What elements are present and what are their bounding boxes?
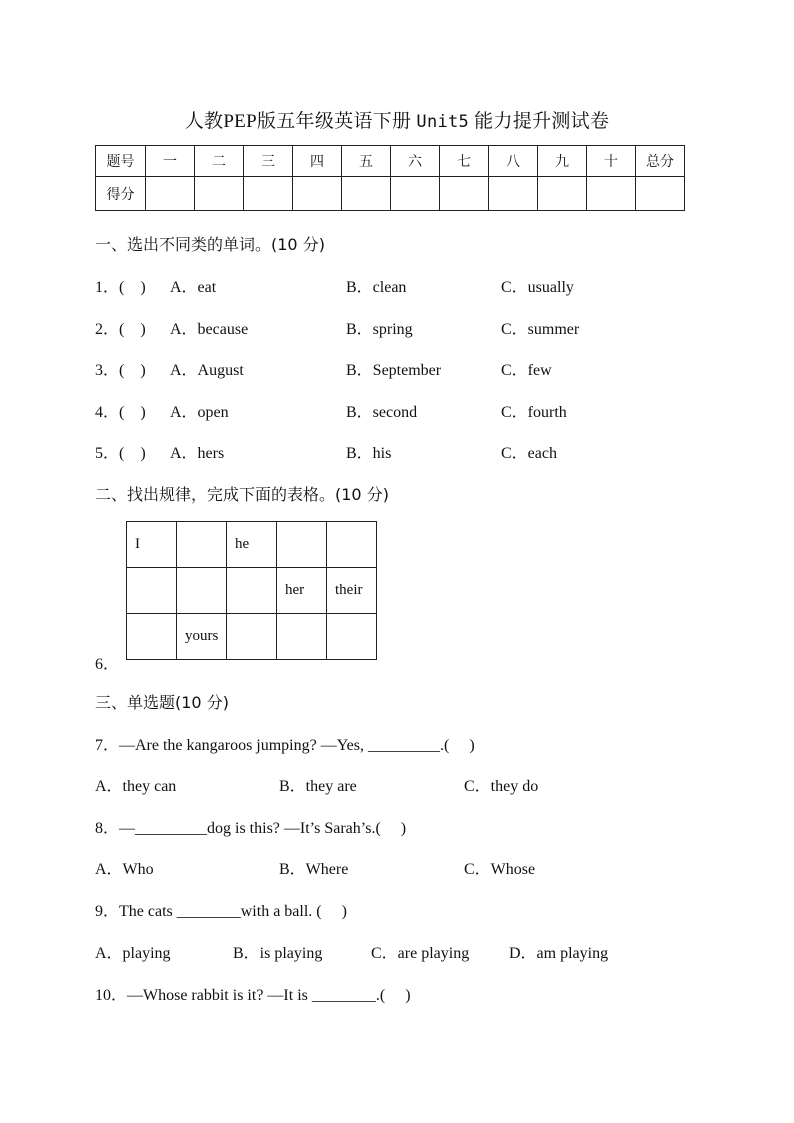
score-header-row	[96, 146, 685, 177]
q3-option-a: A．August	[170, 362, 244, 379]
grid-cell-blank[interactable]	[327, 522, 377, 568]
q4-option-c: C．fourth	[501, 404, 567, 421]
score-cell[interactable]	[293, 177, 342, 211]
q1-number: 1．( )	[95, 279, 146, 296]
pronoun-grid	[126, 521, 377, 660]
q2-option-a: A．because	[170, 321, 249, 338]
grid-cell: yours	[177, 614, 227, 660]
q7-option-b: B．they are	[279, 778, 357, 795]
score-cell[interactable]	[440, 177, 489, 211]
score-cell[interactable]	[244, 177, 293, 211]
section3-heading: 三、单选题(10 分)	[95, 693, 229, 712]
score-cell[interactable]	[195, 177, 244, 211]
score-row-label: 得分	[96, 177, 146, 211]
q8-option-b: B．Where	[279, 861, 349, 878]
grid-cell-blank[interactable]	[127, 568, 177, 614]
q1-option-a: A．eat	[170, 279, 217, 296]
q4-option-b: B．second	[346, 404, 418, 421]
grid-cell-blank[interactable]	[227, 614, 277, 660]
grid-cell-blank[interactable]	[277, 614, 327, 660]
score-table	[95, 145, 685, 211]
q6-number: 6．	[95, 656, 120, 673]
score-cell[interactable]	[538, 177, 587, 211]
q1-option-b: B．clean	[346, 279, 407, 296]
grid-cell: her	[277, 568, 327, 614]
q8-option-a: A．Who	[95, 861, 154, 878]
score-header-cell: 三	[244, 146, 293, 177]
grid-cell: I	[127, 522, 177, 568]
q9-option-a: A．playing	[95, 945, 171, 962]
q2-number: 2．( )	[95, 321, 146, 338]
score-header-cell: 六	[391, 146, 440, 177]
grid-cell-blank[interactable]	[177, 568, 227, 614]
score-header-cell: 二	[195, 146, 244, 177]
score-header-cell: 四	[293, 146, 342, 177]
title-suffix: 能力提升测试卷	[474, 111, 610, 132]
q5-option-a: A．hers	[170, 445, 225, 462]
score-header-cell: 总分	[636, 146, 685, 177]
score-cell[interactable]	[146, 177, 195, 211]
score-header-cell: 八	[489, 146, 538, 177]
score-cell[interactable]	[489, 177, 538, 211]
grid-row	[127, 522, 377, 568]
score-cell[interactable]	[636, 177, 685, 211]
title-prefix: 人教PEP版五年级英语下册	[184, 111, 412, 132]
q3-number: 3．( )	[95, 362, 146, 379]
title-unit: Unit5	[416, 112, 470, 132]
q9-option-b: B．is playing	[233, 945, 323, 962]
q4-number: 4．( )	[95, 404, 146, 421]
grid-cell-blank[interactable]	[277, 522, 327, 568]
grid-cell-blank[interactable]	[227, 568, 277, 614]
q4-option-a: A．open	[170, 404, 229, 421]
q2-option-c: C．summer	[501, 321, 580, 338]
score-cell[interactable]	[587, 177, 636, 211]
q8-option-c: C．Whose	[464, 861, 536, 878]
q9-option-c: C．are playing	[371, 945, 470, 962]
score-header-cell: 一	[146, 146, 195, 177]
score-header-cell: 五	[342, 146, 391, 177]
q1-option-c: C．usually	[501, 279, 574, 296]
q2-option-b: B．spring	[346, 321, 413, 338]
grid-cell-blank[interactable]	[127, 614, 177, 660]
q9-option-d: D．am playing	[509, 945, 609, 962]
score-header-cell: 七	[440, 146, 489, 177]
page-title	[0, 106, 794, 133]
grid-cell: he	[227, 522, 277, 568]
grid-cell-blank[interactable]	[327, 614, 377, 660]
q5-option-b: B．his	[346, 445, 392, 462]
score-header-cell: 题号	[96, 146, 146, 177]
grid-cell: their	[327, 568, 377, 614]
q8-stem: 8．—_________dog is this? —It’s Sarah’s.( )	[95, 820, 407, 837]
grid-row	[127, 568, 377, 614]
score-header-cell: 九	[538, 146, 587, 177]
q9-stem: 9．The cats ________with a ball. ( )	[95, 903, 347, 920]
score-header-cell: 十	[587, 146, 636, 177]
section2-heading: 二、找出规律，完成下面的表格。(10 分)	[95, 485, 389, 504]
grid-cell-blank[interactable]	[177, 522, 227, 568]
section1-heading: 一、选出不同类的单词。(10 分)	[95, 235, 325, 254]
q7-option-c: C．they do	[464, 778, 539, 795]
q7-stem: 7．—Are the kangaroos jumping? —Yes, _________.( )	[95, 737, 475, 754]
q3-option-c: C．few	[501, 362, 552, 379]
score-cell[interactable]	[342, 177, 391, 211]
score-row	[96, 177, 685, 211]
q3-option-b: B．September	[346, 362, 442, 379]
q10-stem: 10．—Whose rabbit is it? —It is ________.( )	[95, 987, 411, 1004]
q5-option-c: C．each	[501, 445, 557, 462]
grid-row	[127, 614, 377, 660]
score-cell[interactable]	[391, 177, 440, 211]
q7-option-a: A．they can	[95, 778, 177, 795]
q5-number: 5．( )	[95, 445, 146, 462]
